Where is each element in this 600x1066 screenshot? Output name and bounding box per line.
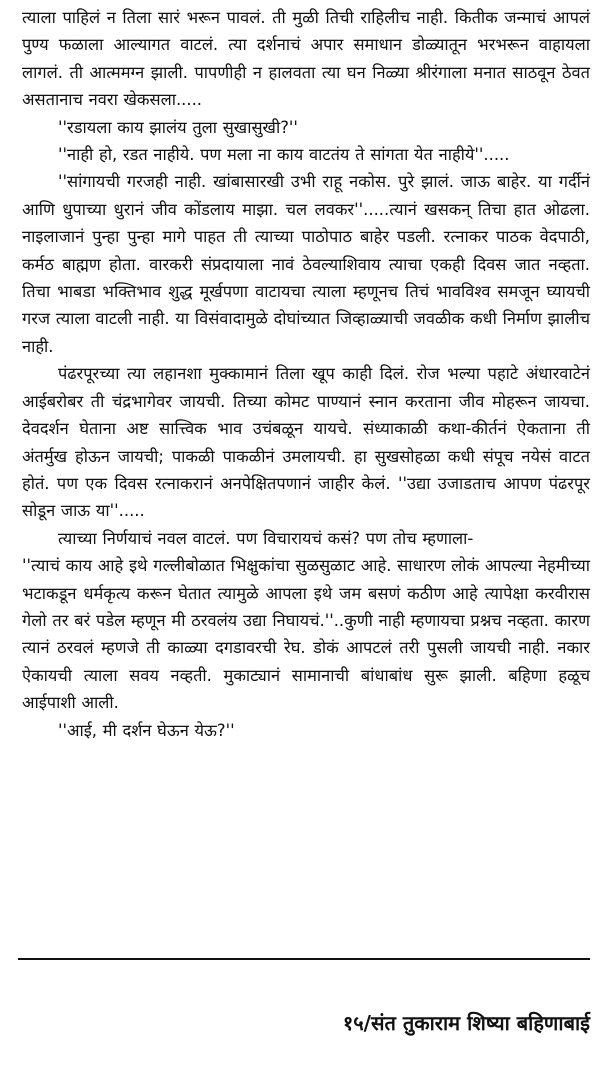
paragraph-4: ''सांगायची गरजही नाही. खांबासारखी उभी राहू नकोस. पुरे झालं. जाऊ बाहेर. या गर्दीनं आणि धुपाच्या धुरानं जीव कोंडलाय माझा. चल लवकर''.....त्यानं खसकन् तिचा हात ओढला. नाइलाजानं पुन्हा पुन्हा मागे पाहत ती त्याच्या पाठोपाठ बाहेर पडली. रत्नाकर पाठक वेदपाठी, कर्मठ बाह्मण होता. वारकरी संप्रदायाला नावं ठेवल्याशिवाय त्याचा एकही दिवस जात नव्हता. तिचा भाबडा भक्तिभाव शुद्ध मूर्खपणा वाटायचा त्याला म्हणूनच तिचं भावविश्व समजून घ्यायची गरज त्याला वाटली नाही. या विसंवादामुळे दोघांच्यात जिव्हाळ्याची जवळीक कधी निर्माण झालीच नाही.	[22, 172, 590, 356]
page-footer	[343, 1008, 590, 1038]
body-text	[22, 4, 590, 744]
paragraph-5: पंढरपूरच्या त्या लहानशा मुक्कामानं तिला खूप काही दिलं. रोज भल्या पहाटे अंधारवाटेनं आईबरोबर ती चंद्रभागेवर जायची. तिच्या कोमट पाण्यानं स्नान करताना जीव मोहरून जायचा. देवदर्शन घेताना अष्ट सात्त्विक भाव उचंबळून यायचे. संध्याकाळी कथा-कीर्तनं ऐकताना ती अंतर्मुख होऊन जायची; पाकळी पाकळीनं उमलायची. हा सुखसोहळा कधी संपूच नयेसं वाटत होतं. पण एक दिवस रत्नाकरानं अनपेक्षितपणानं जाहीर केलं. ''उद्या उजाडताच आपण पंढरपूर सोडून जाऊ या''.....	[22, 364, 590, 521]
paragraph-1: त्याला पाहिलं न तिला सारं भरून पावलं. ती मुळी तिची राहिलीच नाही. कितीक जन्माचं आपलं पुण्य फळाला आल्यागत वाटलं. त्या दर्शनाचं अपार समाधान डोळ्यातून भरभरून वाहायला लागलं. ती आत्ममग्न झाली. पापणीही न हालवता त्या घन निळ्या श्रीरंगाला मनात साठवून ठेवत असतानाच नवरा खेकसला.....	[22, 8, 590, 110]
paragraph-7: ''त्याचं काय आहे इथे गल्लीबोळात भिक्षुकांचा सुळसुळाट आहे. साधारण लोकं आपल्या नेहमीच्या भटाकडून धर्मकृत्य करून घेतात त्यामुळे आपला इथे जम बसणं कठीण आहे त्यापेक्षा करवीरास गेलो तर बरं पडेल म्हणून मी ठरवलंय उद्या निघायचं.''..कुणी नाही म्हणायचा प्रश्नच नव्हता. कारण त्यानं ठरवलं म्हणजे ती काळ्या दगडावरची रेघ. डोकं आपटलं तरी पुसली जायची नाही. नकार ऐकायची त्याला सवय नव्हती. मुकाट्यानं सामानाची बांधाबांध सुरू झाली. बहिणा हळूच आईपाशी आली.	[22, 556, 590, 713]
paragraph-8: ''आई, मी दर्शन घेऊन येऊ?''	[58, 720, 235, 740]
paragraph-6: त्याच्या निर्णयाचं नवल वाटलं. पण विचारायचं कसं? पण तोच म्हणाला-	[58, 528, 474, 548]
paragraph-3: ''नाही हो, रडत नाहीये. पण मला ना काय वाटतंय ते सांगता येत नाहीये''.....	[58, 145, 510, 165]
paragraph-2: ''रडायला काय झालंय तुला सुखासुखी?''	[58, 117, 298, 137]
footer-separator: /	[363, 1011, 371, 1035]
page-number: १५	[342, 1011, 364, 1035]
book-title: संत तुकाराम शिष्या बहिणाबाई	[370, 1011, 590, 1035]
footer-divider	[18, 958, 590, 960]
